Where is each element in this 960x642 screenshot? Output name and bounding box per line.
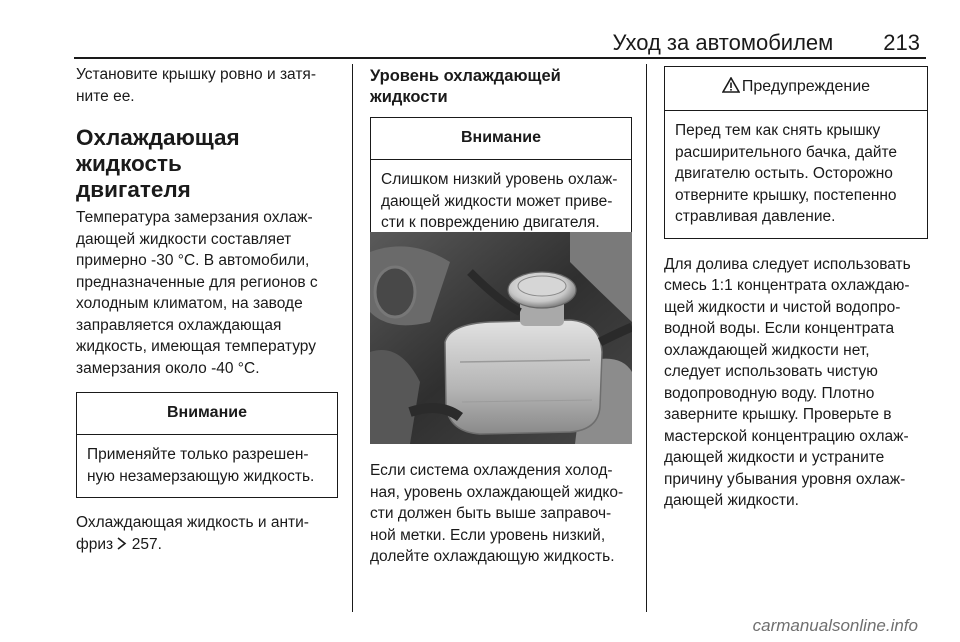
page-number: 213 <box>883 30 920 55</box>
warning-header <box>665 67 927 111</box>
coolant-paragraph: Температура замерзания охлаж- дающей жидкости составляет примерно -30 °C. В автомобили, предназначенные для регионов с холодным климатом, на заводе заправляется охлаждающая жидкость, имеющая температуру замерзания около -40 °C. <box>76 209 318 377</box>
coolant-reservoir-photo <box>370 232 632 444</box>
caution-title: Внимание <box>371 118 631 160</box>
caution-box <box>76 392 338 498</box>
caution-title: Внимание <box>77 393 337 435</box>
column-divider <box>352 64 353 612</box>
intro-text: Установите крышку ровно и затя- ните ее. <box>76 66 316 105</box>
column-3 <box>664 66 928 512</box>
warning-text: Перед тем как снять крышку расширительного бачка, дайте двигателю остыть. Осторожно отверните крышку, постепенно стравливая давление. <box>675 122 898 225</box>
reference-page-link[interactable]: 257. <box>131 535 162 553</box>
caution-box <box>370 117 632 245</box>
warning-title: Предупреждение <box>741 78 871 95</box>
header-rule <box>74 57 926 59</box>
caution-text: Слишком низкий уровень охлаж- дающей жидкости может приве- сти к повреждению двигателя. <box>381 171 618 231</box>
reference-paragraph <box>76 512 338 556</box>
level-paragraph: Если система охлаждения холод- ная, уровень охлаждающей жидко- сти должен быть выше заправоч- ной метки. Если уровень низкий, долейте охлаждающую жидкость. <box>370 462 624 565</box>
column-1 <box>76 64 338 556</box>
warning-box <box>664 66 928 239</box>
warning-triangle-icon <box>722 77 740 99</box>
page-reference-icon[interactable] <box>117 535 127 557</box>
column-divider <box>646 64 647 612</box>
caution-text: Применяйте только разрешен- ную незамерзающую жидкость. <box>87 446 315 485</box>
refill-paragraph: Для долива следует использовать смесь 1:1 концентрата охлаждаю- щей жидкости и чистой водопро- водной воды. Если концентрата охлаждающей жидкости нет, следует использовать чистую водопроводную воду. Плотно заверните крышку. Проверьте в мастерской концентрацию охлаж- дающей жидкости и устраните причину убывания уровня охлаж- дающей жидкости. <box>664 255 911 509</box>
reference-text: Охлаждающая жидкость и анти- фриз <box>76 514 309 553</box>
header-title: Уход за автомобилем <box>612 30 834 55</box>
column-2 <box>370 66 632 245</box>
section-heading-level: Уровень охлаждающей жидкости <box>370 67 561 106</box>
column-2-lower <box>370 460 632 568</box>
section-heading-coolant: Охлаждающая жидкость двигателя <box>76 125 240 202</box>
watermark: carmanualsonline.info <box>752 616 918 635</box>
page-header <box>612 30 920 56</box>
